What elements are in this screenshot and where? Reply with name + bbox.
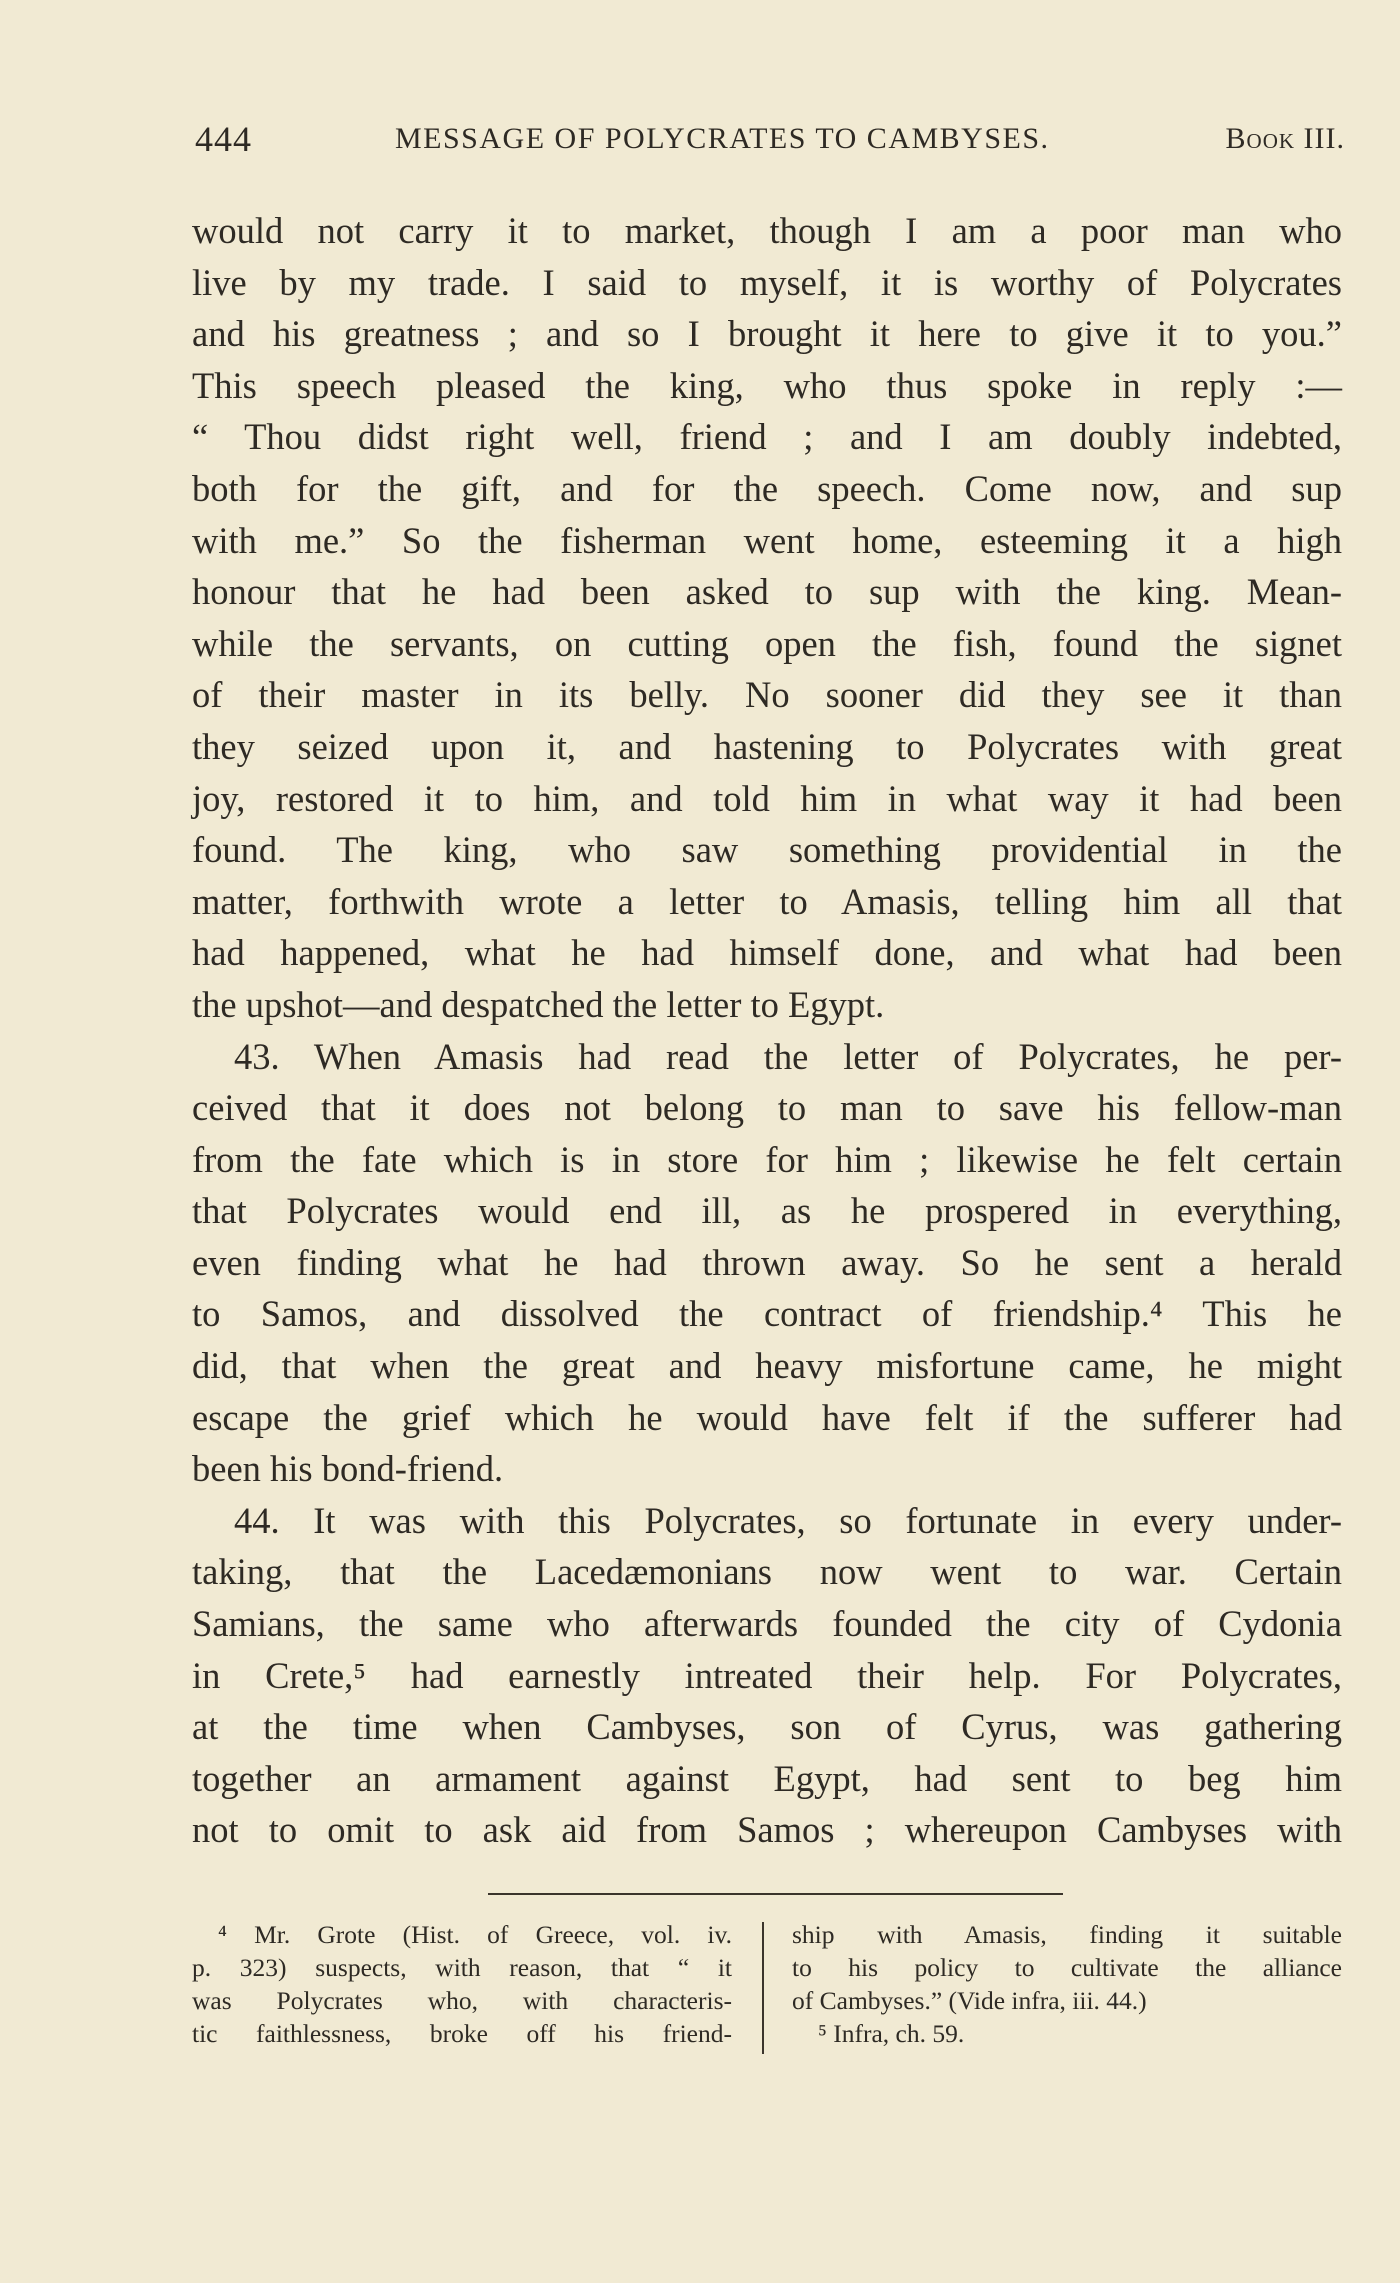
- text-line: been his bond-friend.: [192, 1448, 504, 1490]
- running-title: MESSAGE OF POLYCRATES TO CAMBYSES.: [395, 122, 1050, 155]
- body-text: [192, 205, 1342, 1856]
- footnote-line: ⁵ Infra, ch. 59.: [818, 2019, 965, 2048]
- footnote-rule: [488, 1893, 1063, 1895]
- text-line: ceived that it does not belong to man to save his fellow-man: [192, 1087, 1342, 1129]
- footnote-line: to his policy to cultivate the alliance: [792, 1953, 1342, 1982]
- text-line: to Samos, and dissolved the contract of friendship.⁴ This he: [192, 1293, 1342, 1335]
- text-line: of their master in its belly. No sooner did they see it than: [192, 674, 1342, 716]
- text-line: not to omit to ask aid from Samos ; whereupon Cambyses with: [192, 1809, 1342, 1851]
- text-line: at the time when Cambyses, son of Cyrus, was gathering: [192, 1706, 1342, 1748]
- text-line: matter, forthwith wrote a letter to Amasis, telling him all that: [192, 880, 1342, 922]
- book-label: Book III.: [1225, 122, 1345, 155]
- footnote-column-left: [192, 1918, 732, 2050]
- footnote-line: tic faithlessness, broke off his friend-: [192, 2019, 732, 2048]
- footnote-line: ship with Amasis, finding it suitable: [792, 1920, 1342, 1949]
- paragraph-44-start: 44. It was with this Polycrates, so fortunate in every under-: [234, 1499, 1342, 1541]
- text-line: would not carry it to market, though I am a poor man who: [192, 210, 1342, 251]
- text-line: Samians, the same who afterwards founded the city of Cydonia: [192, 1603, 1342, 1645]
- footnote-column-divider: [762, 1922, 764, 2054]
- footnote-line: was Polycrates who, with characteris-: [192, 1986, 732, 2015]
- footnote-line: p. 323) suspects, with reason, that “ it: [192, 1953, 732, 1982]
- footnote-line: of Cambyses.” (Vide infra, iii. 44.): [792, 1986, 1147, 2015]
- text-line: honour that he had been asked to sup with the king. Mean-: [192, 571, 1342, 613]
- text-line: with me.” So the fisherman went home, esteeming it a high: [192, 519, 1342, 561]
- footnotes: [192, 1918, 1342, 2068]
- footnote-column-right: [792, 1918, 1342, 2050]
- page-header: [195, 118, 1345, 168]
- text-line: did, that when the great and heavy misfortune came, he might: [192, 1345, 1342, 1387]
- text-line: that Polycrates would end ill, as he prospered in everything,: [192, 1190, 1342, 1232]
- footnote-line: ⁴ Mr. Grote (Hist. of Greece, vol. iv.: [218, 1920, 732, 1949]
- text-line: taking, that the Lacedæmonians now went to war. Certain: [192, 1551, 1342, 1593]
- text-line: “ Thou didst right well, friend ; and I am doubly indebted,: [192, 416, 1342, 458]
- text-line: from the fate which is in store for him ; likewise he felt certain: [192, 1138, 1342, 1180]
- paragraph-43-start: 43. When Amasis had read the letter of Polycrates, he per-: [234, 1035, 1342, 1077]
- text-line: live by my trade. I said to myself, it is worthy of Polycrates: [192, 261, 1342, 303]
- text-line: while the servants, on cutting open the fish, found the signet: [192, 622, 1342, 664]
- text-line: even finding what he had thrown away. So he sent a herald: [192, 1241, 1342, 1283]
- text-line: and his greatness ; and so I brought it here to give it to you.”: [192, 313, 1342, 355]
- text-line: both for the gift, and for the speech. Come now, and sup: [192, 467, 1342, 509]
- text-line: in Crete,⁵ had earnestly intreated their help. For Polycrates,: [192, 1654, 1342, 1696]
- text-line: had happened, what he had himself done, and what had been: [192, 932, 1342, 974]
- text-line: joy, restored it to him, and told him in what way it had been: [192, 777, 1342, 819]
- text-line: together an armament against Egypt, had sent to beg him: [192, 1757, 1342, 1799]
- page-number: 444: [195, 119, 252, 159]
- text-line: the upshot—and despatched the letter to Egypt.: [192, 983, 885, 1025]
- text-line: they seized upon it, and hastening to Polycrates with great: [192, 725, 1342, 767]
- text-line: This speech pleased the king, who thus spoke in reply :—: [192, 364, 1342, 406]
- text-line: escape the grief which he would have felt if the sufferer had: [192, 1396, 1342, 1438]
- text-line: found. The king, who saw something providential in the: [192, 829, 1342, 871]
